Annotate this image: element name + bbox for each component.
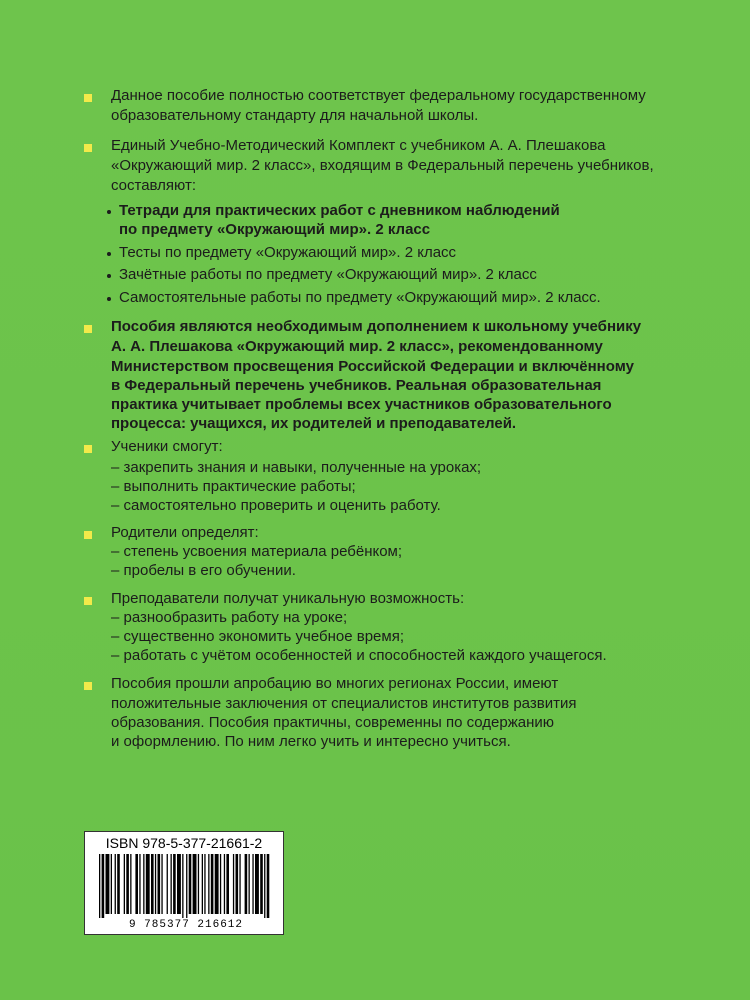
isbn-label: ISBN 978-5-377-21661-2 <box>105 835 263 851</box>
p6-line: – существенно экономить учебное время; <box>111 628 404 645</box>
p5-line: Родители определят: <box>111 524 259 541</box>
p3-line: в Федеральный перечень учебников. Реальная образовательная <box>111 377 602 394</box>
p2-line: Единый Учебно-Методический Комплект с учебником А. А. Плешакова <box>111 137 606 154</box>
bullet-icon <box>84 144 92 152</box>
bullet-icon <box>84 531 92 539</box>
p4-line: Ученики смогут: <box>111 438 223 455</box>
list-dot-icon <box>107 210 111 214</box>
p6-line: – разнообразить работу на уроке; <box>111 609 348 626</box>
p7-line: Пособия прошли апробацию во многих регионах России, имеют <box>111 675 559 692</box>
list-dot-icon <box>107 274 111 278</box>
bullet-icon <box>84 325 92 333</box>
p2-item-line: Тесты по предмету «Окружающий мир». 2 класс <box>119 244 457 261</box>
p6-line: Преподаватели получат уникальную возможность: <box>111 590 465 607</box>
p5-line: – степень усвоения материала ребёнком; <box>111 543 403 560</box>
p2-item-line: Тетради для практических работ с дневником наблюдений <box>119 202 560 219</box>
p3-line: процесса: учащихся, их родителей и преподавателей. <box>111 415 517 432</box>
p7-line: и оформлению. По ним легко учить и интересно учиться. <box>111 733 511 750</box>
p6-line: – работать с учётом особенностей и способностей каждого учащегося. <box>111 647 607 664</box>
p7-line: положительные заключения от специалистов институтов развития <box>111 695 577 712</box>
bullet-icon <box>84 597 92 605</box>
p2-item-line: Зачётные работы по предмету «Окружающий мир». 2 класс <box>119 266 537 283</box>
isbn-barcode <box>84 831 284 935</box>
list-dot-icon <box>107 297 111 301</box>
p2-line: «Окружающий мир. 2 класс», входящим в Федеральный перечень учебников, <box>111 157 654 174</box>
bullet-icon <box>84 445 92 453</box>
bullet-icon <box>84 94 92 102</box>
p2-line: составляют: <box>111 177 197 194</box>
p4-line: – выполнить практические работы; <box>111 478 356 495</box>
p2-item-line: Самостоятельные работы по предмету «Окружающий мир». 2 класс. <box>119 289 601 306</box>
p5-line: – пробелы в его обучении. <box>111 562 296 579</box>
p7-line: образования. Пособия практичны, современны по содержанию <box>111 714 555 731</box>
p4-line: – закрепить знания и навыки, полученные на уроках; <box>111 459 482 476</box>
p3-line: Пособия являются необходимым дополнением к школьному учебнику <box>111 318 642 335</box>
list-dot-icon <box>107 252 111 256</box>
p3-line: А. А. Плешакова «Окружающий мир. 2 класс», рекомендованному <box>111 338 603 355</box>
p3-line: Министерством просвещения Российской Федерации и включённому <box>111 358 634 375</box>
p1-line: образовательному стандарту для начальной школы. <box>111 107 479 124</box>
p4-line: – самостоятельно проверить и оценить работу. <box>111 497 441 514</box>
isbn-digits: 9 785377 216612 <box>128 919 244 931</box>
bullet-icon <box>84 682 92 690</box>
p2-item-line: по предмету «Окружающий мир». 2 класс <box>119 221 431 238</box>
p1-line: Данное пособие полностью соответствует федеральному государственному <box>111 87 646 104</box>
barcode-icon <box>93 854 275 920</box>
p3-line: практика учитывает проблемы всех участников образовательного <box>111 396 612 413</box>
